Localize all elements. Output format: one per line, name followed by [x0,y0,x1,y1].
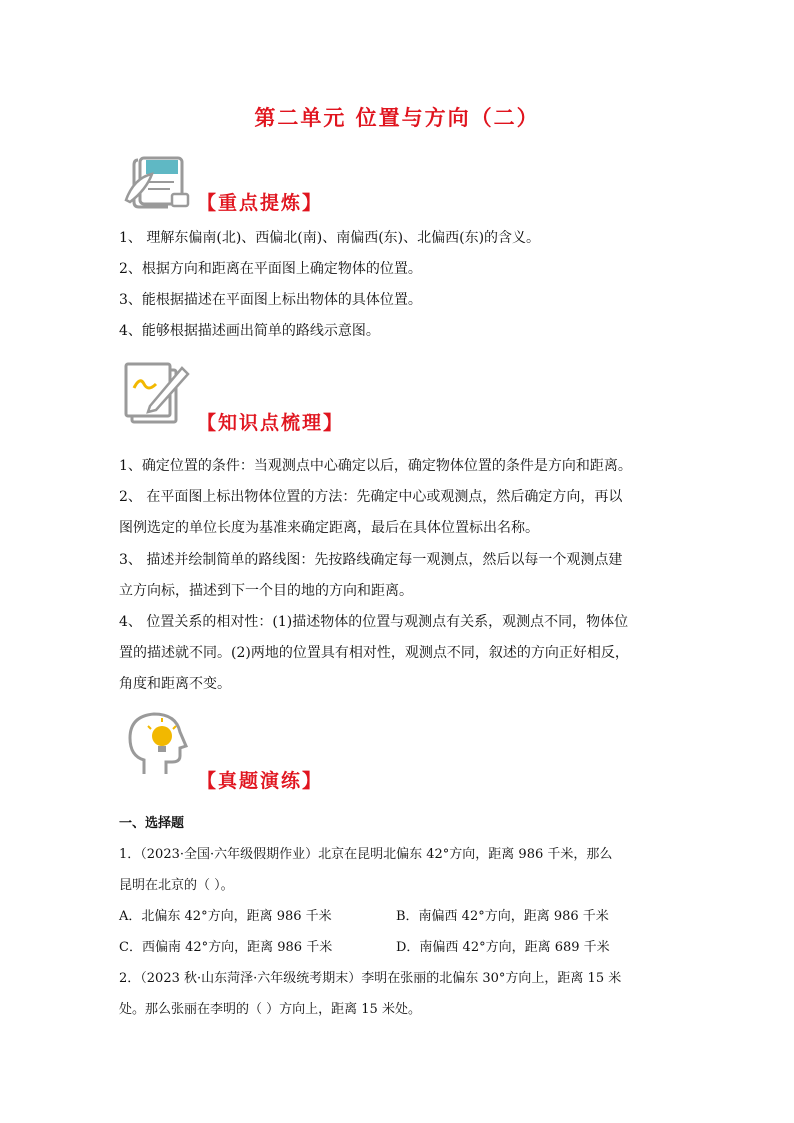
head-lightbulb-icon [122,706,194,778]
notebook-pen-icon [122,360,194,426]
practice-heading: 【真题演练】 [197,770,324,792]
question-stem: 处。那么张丽在李明的（ ）方向上，距离 15 米处。 [119,1002,421,1017]
option-c: C．西偏南 42°方向，距离 986 千米 [119,940,333,955]
knowledge-heading: 【知识点梳理】 [197,412,345,434]
page-title: 第二单元 位置与方向（二） [254,105,540,130]
option-a: A．北偏东 42°方向，距离 986 千米 [119,909,332,924]
question-stem: 1．（2023·全国·六年级假期作业）北京在昆明北偏东 42°方向，距离 986 千米，那么 [119,847,613,862]
option-d: D．南偏西 42°方向，距离 689 千米 [396,940,610,955]
knowledge-line: 立方向标，描述到下一个目的地的方向和距离。 [119,583,413,599]
key-point-item: 2、根据方向和距离在平面图上确定物体的位置。 [119,261,422,277]
part-title: 一、选择题 [119,816,185,831]
question-stem: 昆明在北京的（ ）。 [119,878,234,893]
key-points-heading: 【重点提炼】 [197,192,324,214]
option-b: B．南偏西 42°方向，距离 986 千米 [396,909,609,924]
scroll-quill-icon [120,150,200,214]
knowledge-line: 2、 在平面图上标出物体位置的方法：先确定中心或观测点，然后确定方向，再以 [119,489,623,505]
knowledge-line: 图例选定的单位长度为基准来确定距离，最后在具体位置标出名称。 [119,520,539,536]
knowledge-line: 角度和距离不变。 [119,676,231,692]
knowledge-line: 置的描述就不同。(2)两地的位置具有相对性，观测点不同，叙述的方向正好相反， [119,645,629,661]
key-point-item: 1、 理解东偏南(北)、西偏北(南)、南偏西(东)、北偏西(东)的含义。 [119,230,541,246]
key-point-item: 4、能够根据描述画出简单的路线示意图。 [119,323,380,339]
knowledge-line: 1、确定位置的条件：当观测点中心确定以后，确定物体位置的条件是方向和距离。 [119,458,632,474]
knowledge-line: 4、 位置关系的相对性：(1)描述物体的位置与观测点有关系，观测点不同，物体位 [119,614,629,630]
knowledge-line: 3、 描述并绘制简单的路线图：先按路线确定每一观测点，然后以每一个观测点建 [119,552,623,568]
question-stem: 2．（2023 秋·山东菏泽·六年级统考期末）李明在张丽的北偏东 30°方向上，距离 15 米 [119,971,622,986]
key-point-item: 3、能根据描述在平面图上标出物体的具体位置。 [119,292,422,308]
